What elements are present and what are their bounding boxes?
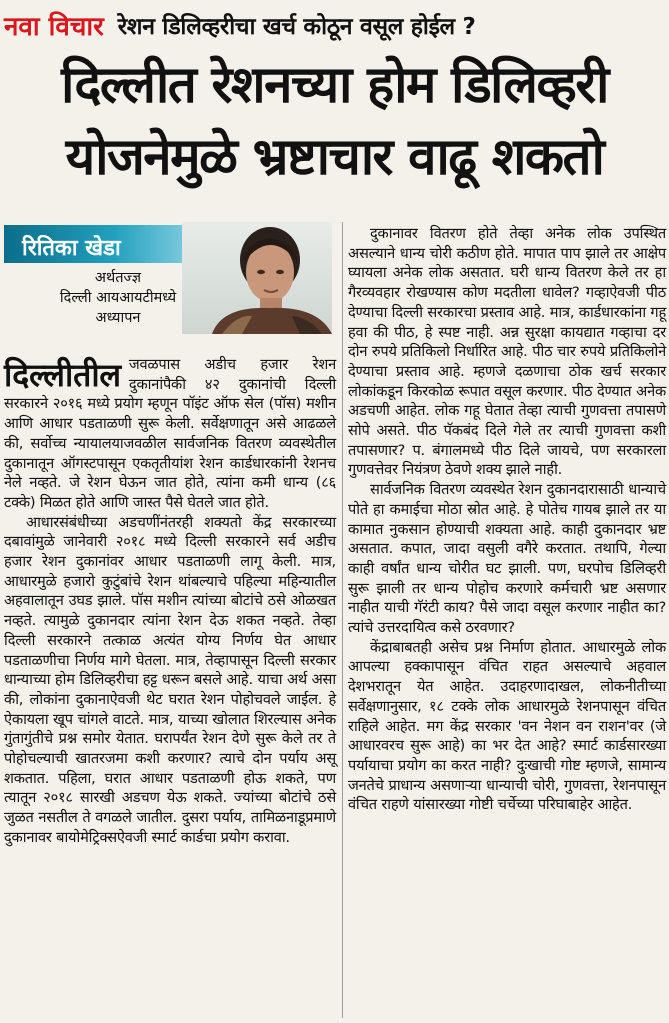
- right-paragraph-1: दुकानावर वितरण होते तेव्हा अनेक लोक उपस्थित असल्याने धान्य चोरी कठीण होते. मापात पाप झाले तर आक्षेप घ्यायला अनेक लोक असतात. घरी धान्य वितरण केले तर हा गैरव्यवहार रोखण्यास कोण मदतीला धावेल? गव्हाऐवजी पीठ देण्याचा दिल्ली सरकारचा प्रस्ताव आहे. मात्र, कार्डधारकांना गहू हवा की पीठ, हे स्पष्ट नाही. अन्न सुरक्षा कायद्यात गव्हाचा दर दोन रुपये प्रतिकिलो निर्धारित आहे. पीठ चार रुपये प्रतिकिलोने देण्याचा प्रस्ताव आहे. म्हणजे दळणाचा ठोक खर्च सरकार लोकांकडून किरकोळ रूपात वसूल करणार. पीठ देण्यात अनेक अडचणी आहेत. लोक गहू घेतात तेव्हा त्याची गुणवत्ता तपासणे सोपे असते. पीठ पॅकबंद दिले गेले तर त्याची गुणवत्ता कशी तपासणार? प. बंगालमध्ये पीठ दिले जायचे, पण सरकारला गुणवत्तेवर नियंत्रण ठेवणे शक्य झाले नाही.: [348, 225, 666, 479]
- kicker-row: [0, 0, 669, 50]
- section-kicker: नवा विचार: [4, 12, 104, 42]
- headline: [0, 50, 669, 194]
- author-role-line-2: दिल्ली आयआयटीमध्ये: [59, 290, 177, 306]
- dropcap-word: दिल्लीतील: [4, 356, 121, 394]
- author-role-line-1: अर्थतज्ज्ञ: [94, 270, 142, 286]
- left-paragraph-2: आधारसंबंधीच्या अडचणींनंतरही शक्यतो केंद्र सरकारच्या दबावांमुळे जानेवारी २०१८ मध्ये दिल्ली सरकारने सर्व अडीच हजार रेशन दुकानांवर आधार पडताळणी लागू केली. मात्र, आधारमुळे हजारो कुटुंबांचे रेशन थांबल्याचे पहिल्या महिन्यातील अहवालातून उघड झाले. पॉस मशीन त्यांच्या बोटांचे ठसे ओळखत नव्हते. त्यामुळे दुकानदार त्यांना रेशन देऊ शकत नव्हते. तेव्हा दिल्ली सरकारने तत्काळ अत्यंत योग्य निर्णय घेत आधार पडताळणीचा निर्णय मागे घेतला. मात्र, तेव्हापासून दिल्ली सरकार धान्याच्या होम डिलिव्हरीचा हट्ट धरून बसले आहे. याचा अर्थ असा की, लोकांना दुकानाऐवजी थेट घरात रेशन पोहोचवले जाईल. हे ऐकायला खूप चांगले वाटते. मात्र, याच्या खोलात शिरल्यास अनेक गुंतागुंतीचे प्रश्न समोर येतात. घरापर्यंत रेशन देणे सुरू केले तर ते पोहोचल्याची खातरजमा कशी करणार? त्याचे दोन पर्याय असू शकतात. पहिला, घरात आधार पडताळणी होऊ शकते, पण त्यातून २०१८ सारखी अडचण येऊ शकते. ज्यांच्या बोटांचे ठसे जुळत नसतील ते वगळले जातील. दुसरा पर्याय, तामिळनाडूप्रमाणे दुकानावर बायोमेट्रिक्सऐवजी स्मार्ट कार्डचा प्रयोग करावा.: [4, 513, 336, 846]
- article-deck: रेशन डिलिव्हरीचा खर्च कोठून वसूल होईल ?: [117, 14, 476, 40]
- headline-line-1: दिल्लीत रेशनच्या होम डिलिव्हरी: [61, 56, 608, 115]
- right-column: [348, 224, 666, 815]
- left-column: [4, 355, 336, 848]
- author-band: [4, 225, 204, 263]
- author-photo: [182, 222, 332, 334]
- right-paragraph-3: केंद्राबाबतही असेच प्रश्न निर्माण होतात. आधारमुळे लोक आपल्या हक्कापासून वंचित राहत असल्याचे अहवाल देशभरातून येत आहेत. उदाहरणादाखल, लोकनीतीच्या सर्वेक्षणानुसार, १८ टक्के लोक आधारमुळे रेशनपासून वंचित राहिले आहेत. मग केंद्र सरकार 'वन नेशन वन राशन'वर (जे आधारवरच सुरू आहे) का भर देत आहे? स्मार्ट कार्डसारख्या पर्यायाचा प्रयोग का करत नाही? दुःखाची गोष्ट म्हणजे, सामान्य जनतेचे प्राधान्य असणाऱ्या धान्याची चोरी, गुणवत्ता, रेशनपासून वंचित राहणे यांसारख्या गोष्टी चर्चेच्या परिघाबाहेर आहेत.: [348, 638, 666, 814]
- author-name: रितिका खेडा: [22, 236, 121, 261]
- column-divider: [342, 222, 343, 1018]
- left-paragraph-1: [4, 355, 336, 513]
- author-role-line-3: अध्यापन: [95, 310, 141, 326]
- headline-line-2: योजनेमुळे भ्रष्टाचार वाढू शकतो: [65, 128, 604, 187]
- right-paragraph-2: सार्वजनिक वितरण व्यवस्थेत रेशन दुकानदारासाठी धान्याचे पोते हा कमाईचा मोठा स्रोत आहे. हे पोतेच गायब झाले तर या कामात नुकसान होण्याची शक्यता आहे. काही दुकानदार भ्रष्ट असतात. कपात, जादा वसुली वगैरे करतात. तथापि, गेल्या काही वर्षांत धान्य चोरीत घट झाली. पण, घरपोच डिलिव्हरी सुरू झाली तर धान्य पोहोच करणारे कर्मचारी भ्रष्ट असणार नाहीत याची गॅरंटी काय? पैसे जादा वसूल करणार नाहीत का? त्यांचे उत्तरदायित्व कसे ठरवणार?: [348, 481, 666, 637]
- left-paragraph-1-text: जवळपास अडीच हजार रेशन दुकानांपैकी ४२ दुकानांची दिल्ली सरकारने २०१६ मध्ये प्रयोग म्हणून पॉइंट ऑफ सेल (पॉस) मशीन आणि आधार पडताळणी सुरू केली. सर्वेक्षणातून असे आढळले की, सर्वोच्च न्यायालयाजवळील सार्वजनिक वितरण व्यवस्थेतील दुकानातून ऑगस्टपासून एकतृतीयांश रेशन कार्डधारकांनी रेशनच नेले नव्हते. जे रेशन घेऊन जात होते, त्यांना कमी धान्य (८६ टक्के) मिळत होते आणि जास्त पैसे घेतले जात होते.: [4, 356, 336, 511]
- author-box: [4, 222, 340, 334]
- author-portrait-icon: [182, 222, 332, 334]
